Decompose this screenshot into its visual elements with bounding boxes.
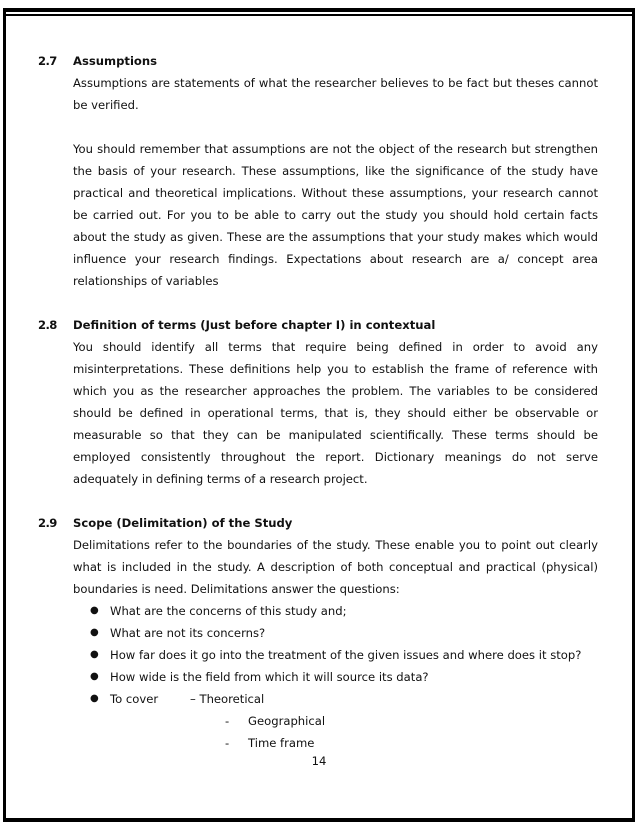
cover-item: – Theoretical [190, 692, 265, 706]
bullet-list [73, 600, 598, 710]
cover-label: To cover [110, 692, 159, 706]
paragraph: Delimitations refer to the boundaries of the study. These enable you to point out clearly what is included in the study. A description of both conceptual and practical (physical) boundaries is need. Delimitations answer the questions: [73, 538, 598, 596]
section-heading [38, 50, 598, 72]
section-number: 2.9 [38, 516, 57, 530]
paragraph: Assumptions are statements of what the researcher believes to be fact but theses cannot be verified. [73, 76, 598, 112]
section-scope [38, 512, 598, 754]
section-assumptions [38, 50, 598, 292]
bullet-icon: ● [90, 605, 99, 616]
list-item: ● What are not its concerns? [73, 622, 598, 644]
top-rule-thin [3, 14, 635, 16]
cover-subitem: - Geographical [225, 710, 598, 732]
list-item: ● What are the concerns of this study and; [73, 600, 598, 622]
section-title: Assumptions [73, 54, 158, 68]
top-rule [3, 8, 635, 12]
section-title: Scope (Delimitation) of the Study [73, 516, 293, 530]
list-item-to-cover [73, 688, 598, 710]
section-number: 2.7 [38, 54, 57, 68]
bullet-icon: ● [90, 649, 99, 660]
cover-item: Geographical [248, 714, 326, 728]
section-heading [38, 314, 598, 336]
cover-subitem: - Time frame [225, 732, 598, 754]
section-definition-of-terms [38, 314, 598, 490]
page-number: 14 [311, 754, 327, 768]
bullet-icon: ● [90, 693, 99, 704]
list-item: ● How far does it go into the treatment of the given issues and where does it stop? [73, 644, 598, 666]
paragraph: You should identify all terms that require being defined in order to avoid any misinterpretations. These definitions help you to establish the frame of reference with which you as the researcher approaches the problem. The variables to be considered should be defined in operational terms, that is, they should either be observable or measurable so that they can be manipulated scientifically. These terms should be employed consistently throughout the report. Dictionary meanings do not serve adequately in defining terms of a research project. [73, 340, 598, 486]
section-title: Definition of terms (Just before chapter I) in contextual [73, 318, 436, 332]
document-content [38, 50, 598, 776]
bullet-icon: ● [90, 627, 99, 638]
section-heading [38, 512, 598, 534]
list-item: ● How wide is the field from which it will source its data? [73, 666, 598, 688]
paragraph: You should remember that assumptions are not the object of the research but strengthen the basis of your research. These assumptions, like the significance of the study have practical and theoretical implications. Without these assumptions, your research cannot be carried out. For you to be able to carry out the study you should hold certain facts about the study as given. These are the assumptions that your study makes which would influence your research findings. Expectations about research are a/ concept area relationships of variables [73, 142, 598, 288]
cover-item: Time frame [248, 736, 315, 750]
section-number: 2.8 [38, 318, 57, 332]
bullet-icon: ● [90, 671, 99, 682]
